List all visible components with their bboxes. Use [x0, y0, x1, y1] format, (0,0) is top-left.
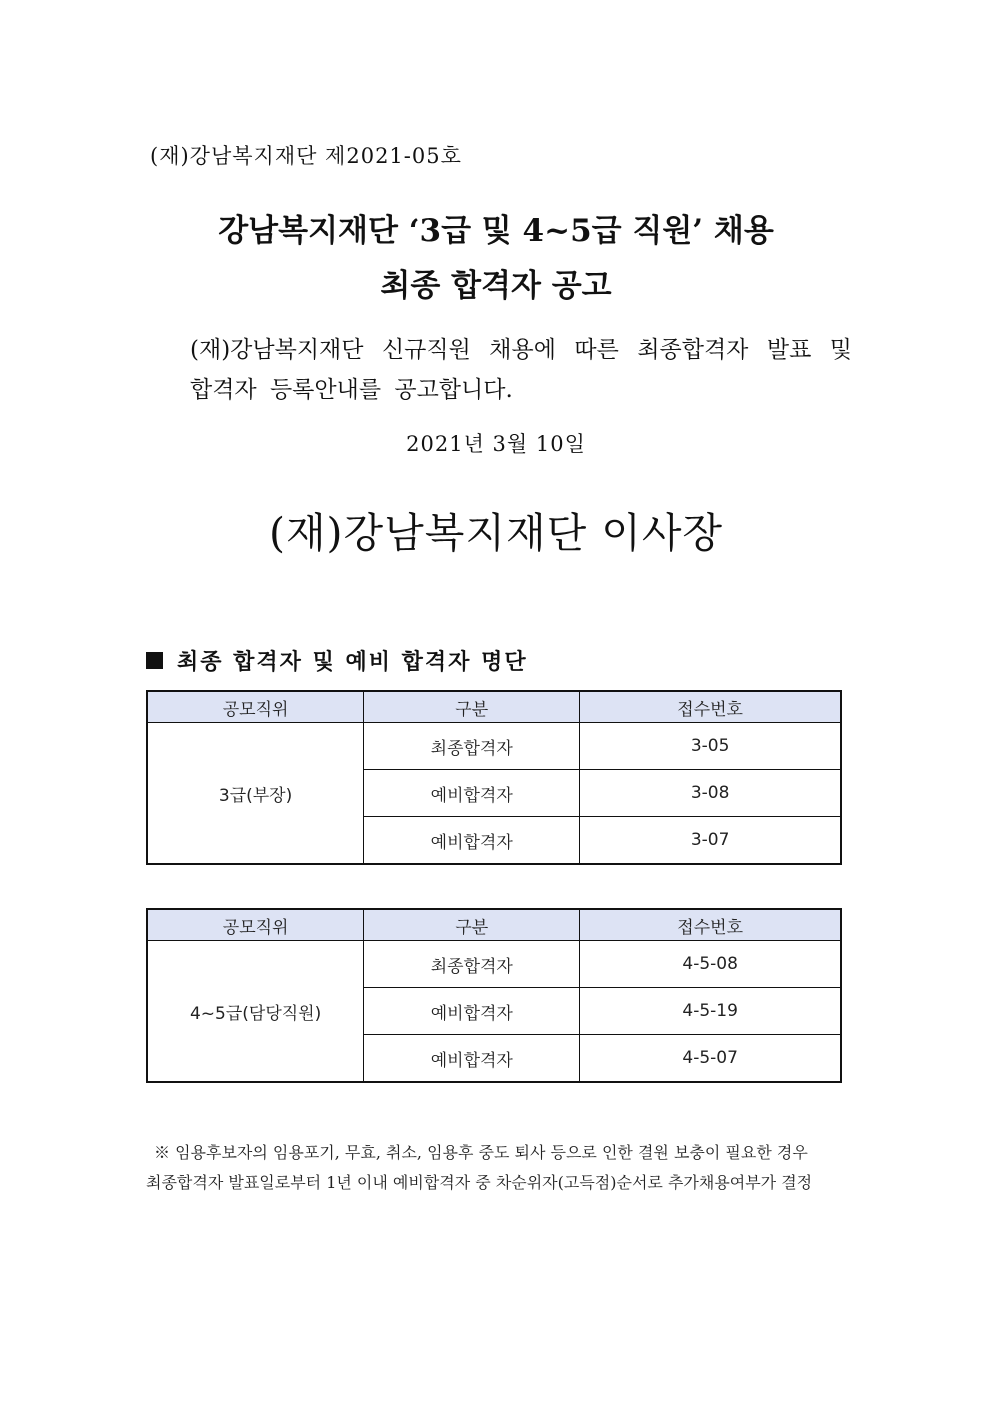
- category-cell: 예비합격자: [364, 988, 580, 1035]
- table-header-row: [147, 691, 841, 723]
- number-cell: 4-5-07: [580, 1035, 841, 1083]
- section-heading: [146, 645, 528, 676]
- intro-paragraph: (재)강남복지재단 신규직원 채용에 따른 최종합격자 발표 및 합격자 등록안내를 공고합니다.: [190, 337, 852, 403]
- number-cell: 4-5-08: [580, 941, 841, 988]
- number-cell: 3-07: [580, 817, 841, 865]
- header-category: 구분: [364, 691, 580, 723]
- announcement-date: 2021년 3월 10일: [406, 432, 586, 456]
- category-cell: 최종합격자: [364, 723, 580, 770]
- header-position: 공모직위: [147, 691, 364, 723]
- number-cell: 4-5-19: [580, 988, 841, 1035]
- header-number: 접수번호: [580, 909, 841, 941]
- footnote: [146, 1138, 852, 1198]
- category-cell: 최종합격자: [364, 941, 580, 988]
- title-line-1: 강남복지재단 ‘3급 및 4~5급 직원’ 채용: [218, 213, 774, 249]
- signer: (재)강남복지재단 이사장: [268, 509, 724, 557]
- number-cell: 3-05: [580, 723, 841, 770]
- position-cell: 3급(부장): [147, 723, 364, 865]
- category-cell: 예비합격자: [364, 770, 580, 817]
- results-table-2: [146, 908, 842, 1083]
- number-cell: 3-08: [580, 770, 841, 817]
- square-bullet-icon: [146, 652, 163, 669]
- header-number: 접수번호: [580, 691, 841, 723]
- table-row: [147, 941, 841, 988]
- header-position: 공모직위: [147, 909, 364, 941]
- category-cell: 예비합격자: [364, 1035, 580, 1083]
- table-header-row: [147, 909, 841, 941]
- footnote-line-2: 최종합격자 발표일로부터 1년 이내 예비합격자 중 차순위자(고득점)순서로 추가채용여부가 결정: [146, 1173, 813, 1192]
- document-number: (재)강남복지재단 제2021-05호: [150, 144, 462, 168]
- title-line-2: 최종 합격자 공고: [380, 268, 612, 304]
- footnote-line-1: ※ 임용후보자의 임용포기, 무효, 취소, 임용후 중도 퇴사 등으로 인한 결원 보충이 필요한 경우: [154, 1143, 808, 1162]
- position-cell: 4~5급(담당직원): [147, 941, 364, 1083]
- category-cell: 예비합격자: [364, 817, 580, 865]
- results-table-1: [146, 690, 842, 865]
- section-title: 최종 합격자 및 예비 합격자 명단: [177, 649, 528, 675]
- header-category: 구분: [364, 909, 580, 941]
- table-row: [147, 723, 841, 770]
